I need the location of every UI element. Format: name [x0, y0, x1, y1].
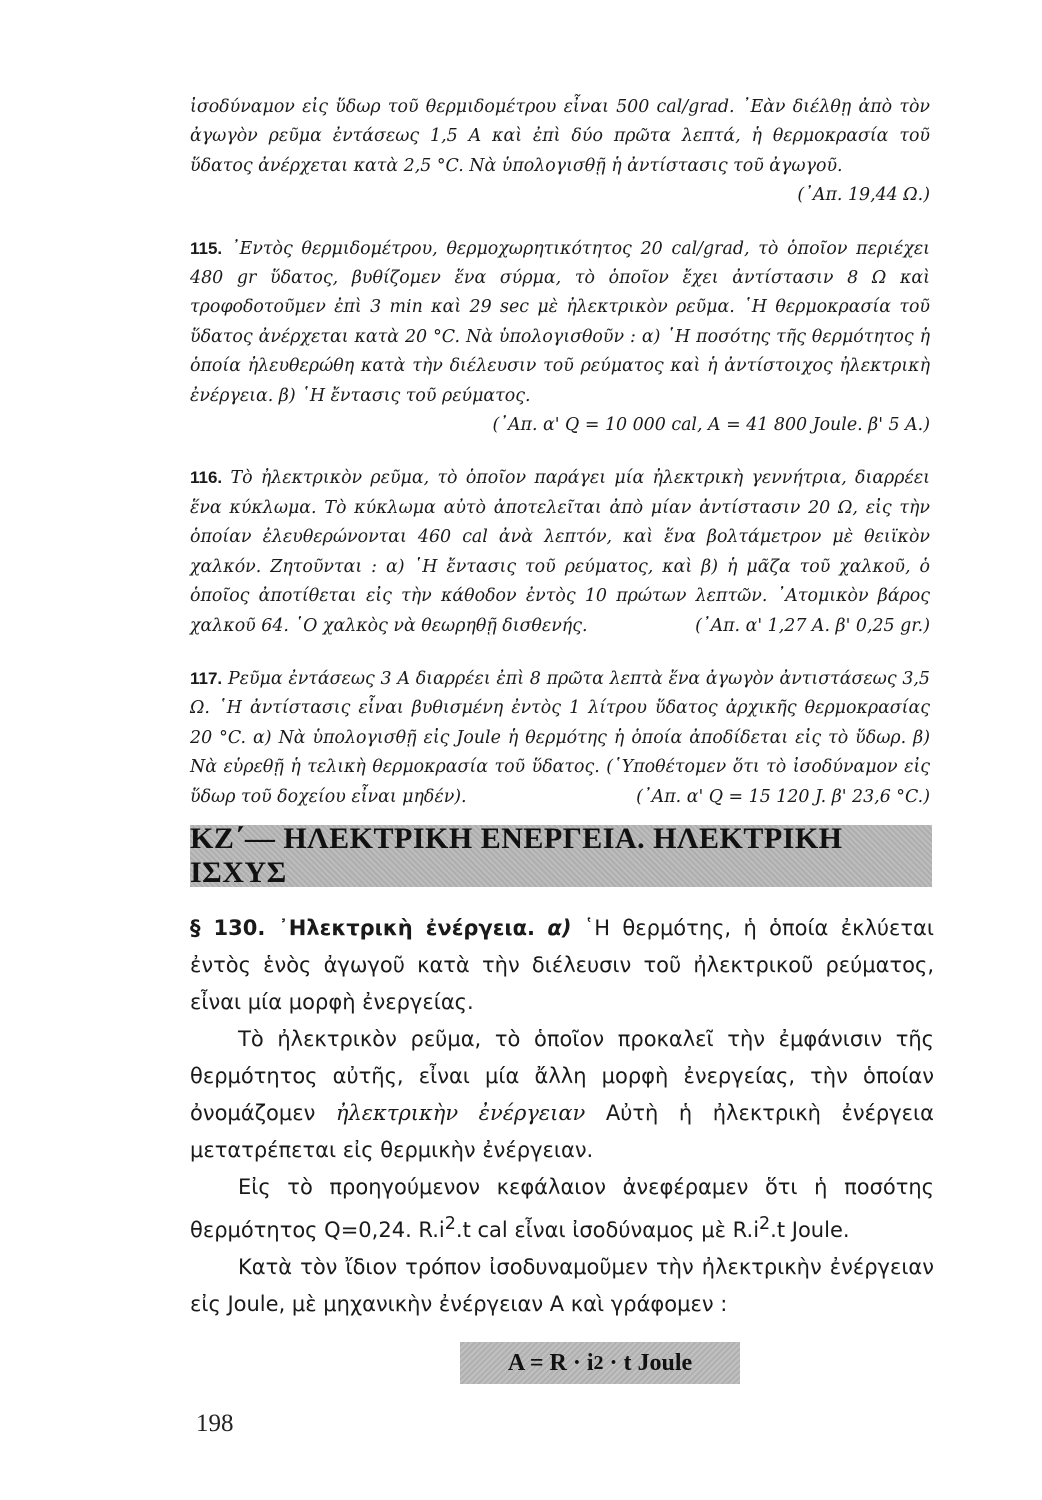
problem-116: [190, 463, 930, 640]
problem-115: [190, 234, 931, 436]
problem-114-continuation: [190, 93, 930, 206]
chapter-title: ΚΖ΄— ΗΛΕΚΤΡΙΚΗ ΕΝΕΡΓΕΙΑ. ΗΛΕΚΤΡΙΚΗ ΙΣΧΥΣ: [190, 822, 843, 889]
formula-box: [460, 1342, 740, 1384]
problem-answer: (᾿Απ. α' Q = 10 000 cal, A = 41 800 Joule. β' 5 A.): [492, 415, 930, 436]
section-item-letter: α): [547, 916, 572, 940]
problem-text: Τὸ ἠλεκτρικὸν ρεῦμα, τὸ ὁποῖον παράγει μία ἠλεκτρικὴ γεννήτρια, διαρρέει ἕνα κύκλωμα. Τὸ κύκλωμα αὐτὸ ἀποτελεῖται ἀπὸ μίαν ἀντίστασιν 20 Ω, εἰς τὴν ὁποίαν ἐλευθερώνονται 460 cal ἀνὰ λεπτόν, καὶ ἕνα βολτάμετρον μὲ θειϊκὸν χαλκόν. Ζητοῦνται : α) ῾Η ἔντασις τοῦ ρεύματος, καὶ β) ἡ μᾶζα τοῦ χαλκοῦ, ὁ ὁποῖος ἀποτίθεται εἰς τὴν κάθοδον ἐντὸς 10 πρώτων λεπτῶν. ᾿Ατομικὸν βάρος χαλκοῦ 64. ῾Ο χαλκὸς νὰ θεωρηθῇ δισθενής.: [190, 468, 930, 636]
formula-rhs: · t Joule: [609, 1349, 693, 1376]
problems-block: [190, 93, 930, 812]
problem-number: 117.: [190, 668, 223, 688]
superscript: 2: [759, 1214, 771, 1234]
superscript: 2: [444, 1214, 456, 1234]
problem-answer: (᾿Απ. 19,44 Ω.): [797, 185, 930, 206]
formula-exponent: 2: [593, 1351, 604, 1374]
paragraph-text: .t cal εἶναι ἰσοδύναμος μὲ R.i: [455, 1218, 760, 1242]
paragraph-text: ῾Η θερμότης, ἡ ὁποία ἐκλύεται ἐντὸς ἑνὸς ἀγωγοῦ κατὰ τὴν διέλευσιν τοῦ ἠλεκτρικοῦ ρεύματος, εἶναι μία μορφὴ ἐνεργείας.: [190, 916, 934, 1014]
problem-117: [190, 664, 930, 812]
paragraph-text: Εἰς τὸ προηγούμενον κεφάλαιον ἀνεφέραμεν ὅτι ἡ ποσότης θερμότητος Q=0,24. R.i: [190, 1175, 934, 1242]
problem-number: 115.: [190, 238, 223, 258]
paragraph-text: Αὐτὴ ἡ ἠλεκτρικὴ ἐνέργεια μετατρέπεται εἰς θερμικὴν ἐνέργειαν.: [190, 1101, 934, 1162]
paragraph-text: Κατὰ τὸν ἴδιον τρόπον ἰσοδυναμοῦμεν τὴν ἠλεκτρικὴν ἐνέργειαν εἰς Joule, μὲ μηχανικὴν ἐνέργειαν A καὶ γράφομεν :: [190, 1255, 934, 1316]
problem-answer: (᾿Απ. α' Q = 15 120 J. β' 23,6 °C.): [636, 786, 930, 807]
chapter-banner: [190, 822, 932, 889]
problem-text: ἰσοδύναμον εἰς ὕδωρ τοῦ θερμιδομέτρου εἶναι 500 cal/grad. ᾿Εὰν διέλθῃ ἀπὸ τὸν ἀγωγὸν ρεῦμα ἐντάσεως 1,5 A καὶ ἐπὶ δύο πρῶτα λεπτά, ἡ θερμοκρασία τοῦ ὕδατος ἀνέρχεται κατὰ 2,5 °C. Νὰ ὑπολογισθῇ ἡ ἀντίστασις τοῦ ἀγωγοῦ.: [190, 97, 930, 176]
problem-text: ᾿Εντὸς θερμιδομέτρου, θερμοχωρητικότητος 20 cal/grad, τὸ ὁποῖον περιέχει 480 gr ὕδατος, βυθίζομεν ἕνα σύρμα, τὸ ὁποῖον ἔχει ἀντίστασιν 8 Ω καὶ τροφοδοτοῦμεν ἐπὶ 3 min καὶ 29 sec μὲ ἠλεκτρικὸν ρεῦμα. ῾Η θερμοκρασία τοῦ ὕδατος ἀνέρχεται κατὰ 20 °C. Νὰ ὑπολογισθοῦν : α) ῾Η ποσότης τῆς θερμότητος ἡ ὁποία ἠλευθερώθη κατὰ τὴν διέλευσιν τοῦ ρεύματος καὶ ἡ ἀντίστοιχος ἠλεκτρικὴ ἐνέργεια. β) ῾Η ἔντασις τοῦ ρεύματος.: [190, 238, 931, 406]
section-paragraph-2: [190, 1021, 934, 1169]
page-number: 198: [196, 1410, 234, 1437]
formula-lhs: A = R · i: [507, 1349, 594, 1376]
paragraph-text: .t Joule.: [770, 1218, 850, 1242]
section-heading: § 130. ᾿Ηλεκτρικὴ ἐνέργεια.: [190, 916, 536, 940]
emphasized-term: ἠλεκτρικὴν ἐνέργειαν: [335, 1101, 586, 1125]
problem-number: 116.: [190, 468, 223, 488]
section-paragraph-3: [190, 1169, 934, 1249]
section-130: [190, 910, 934, 1323]
section-paragraph-1: [190, 910, 934, 1021]
section-paragraph-4: [190, 1249, 934, 1323]
paragraph-text: Τὸ ἠλεκτρικὸν ρεῦμα, τὸ ὁποῖον προκαλεῖ τὴν ἐμφάνισιν τῆς θερμότητος αὐτῆς, εἶναι μία ἄλλη μορφὴ ἐνεργείας, τὴν ὁποίαν ὀνομάζομεν: [190, 1027, 934, 1125]
problem-answer: (᾿Απ. α' 1,27 A. β' 0,25 gr.): [695, 615, 930, 636]
problem-text: Ρεῦμα ἐντάσεως 3 A διαρρέει ἐπὶ 8 πρῶτα λεπτὰ ἕνα ἀγωγὸν ἀντιστάσεως 3,5 Ω. ῾Η ἀντίστασις εἶναι βυθισμένη ἐντὸς 1 λίτρου ὕδατος ἀρχικῆς θερμοκρασίας 20 °C. α) Νὰ ὑπολογισθῇ εἰς Joule ἡ θερμότης ἡ ὁποία ἀποδίδεται εἰς τὸ ὕδωρ. β) Νὰ εὑρεθῇ ἡ τελικὴ θερμοκρασία τοῦ ὕδατος. (῾Υποθέτομεν ὅτι τὸ ἰσοδύναμον εἰς ὕδωρ τοῦ δοχείου εἶναι μηδέν).: [190, 668, 930, 807]
